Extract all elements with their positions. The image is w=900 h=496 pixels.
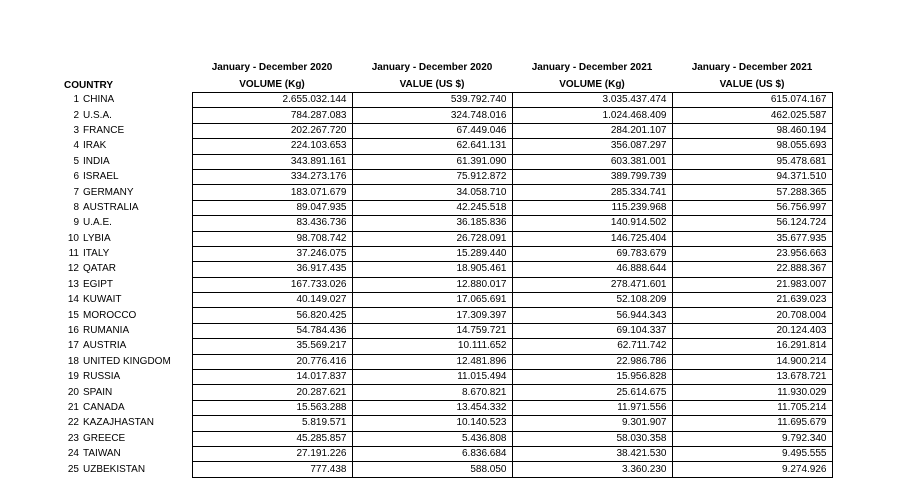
cell-volume-2020: 777.438 [192,462,352,477]
row-country: U.S.A. [83,109,112,121]
cell-value-2021: 35.677.935 [672,231,832,246]
table-row [60,154,832,169]
cell-volume-2020: 83.436.736 [192,216,352,231]
cell-value-2021: 462.025.587 [672,108,832,123]
row-country: GREECE [83,432,126,444]
cell-volume-2021: 15.956.828 [512,370,672,385]
cell-value-2021: 11.705.214 [672,400,832,415]
cell-volume-2020: 36.917.435 [192,262,352,277]
row-country: SPAIN [83,386,113,398]
header-period-col4: January - December 2021 [691,62,813,73]
cell-volume-2020: 14.017.837 [192,370,352,385]
cell-volume-2020: 98.708.742 [192,231,352,246]
row-rank: 11 [68,248,79,260]
cell-volume-2020: 40.149.027 [192,293,352,308]
cell-value-2021: 16.291.814 [672,339,832,354]
row-rank: 5 [73,155,79,167]
cell-volume-2021: 52.108.209 [512,293,672,308]
cell-volume-2021: 58.030.358 [512,431,672,446]
cell-value-2021: 56.124.724 [672,216,832,231]
row-rank: 19 [67,371,79,383]
row-country: UNITED KINGDOM [83,355,171,367]
header-country: COUNTRY [64,79,114,91]
header-period-col2: January - December 2020 [371,62,493,73]
cell-value-2020: 588.050 [352,462,512,477]
cell-volume-2021: 9.301.907 [512,416,672,431]
row-rank: 1 [73,94,79,106]
row-rank: 15 [67,309,79,321]
cell-volume-2020: 224.103.653 [192,139,352,154]
cell-volume-2020: 54.784.436 [192,323,352,338]
row-rank: 3 [73,124,79,136]
table-row [60,354,832,369]
cell-value-2020: 12.481.896 [352,354,512,369]
table-row [60,400,832,415]
cell-volume-2020: 784.287.083 [192,108,352,123]
table-row [60,246,832,261]
cell-volume-2021: 356.087.297 [512,139,672,154]
cell-volume-2020: 56.820.425 [192,308,352,323]
header-spacer [60,58,82,73]
cell-value-2021: 9.495.555 [672,446,832,461]
cell-volume-2021: 56.944.343 [512,308,672,323]
cell-volume-2021: 278.471.601 [512,277,672,292]
cell-volume-2021: 62.711.742 [512,339,672,354]
cell-value-2020: 14.759.721 [352,323,512,338]
cell-volume-2021: 69.783.679 [512,246,672,261]
header-measure-col3: VOLUME (Kg) [559,79,625,90]
table-row [60,169,832,184]
row-rank: 17 [67,340,79,352]
row-country: U.A.E. [83,217,112,229]
table-row [60,200,832,215]
row-country: QATAR [83,263,116,275]
row-country: LYBIA [83,232,111,244]
table-row [60,108,832,123]
table-body [60,93,832,478]
cell-volume-2021: 146.725.404 [512,231,672,246]
cell-value-2021: 23.956.663 [672,246,832,261]
row-country: EGIPT [83,278,114,290]
table-row [60,231,832,246]
table-row [60,416,832,431]
cell-volume-2020: 334.273.176 [192,169,352,184]
row-country: AUSTRALIA [83,201,139,213]
cell-value-2020: 36.185.836 [352,216,512,231]
header-measure-col4: VALUE (US $) [719,79,785,90]
row-country: KUWAIT [83,294,122,306]
table-row [60,123,832,138]
cell-value-2021: 20.124.403 [672,323,832,338]
cell-volume-2020: 5.819.571 [192,416,352,431]
cell-volume-2021: 3.035.437.474 [512,93,672,108]
row-rank: 13 [67,278,79,290]
cell-value-2021: 615.074.167 [672,93,832,108]
cell-volume-2020: 20.287.621 [192,385,352,400]
cell-value-2020: 12.880.017 [352,277,512,292]
table-row [60,385,832,400]
cell-value-2020: 17.065.691 [352,293,512,308]
cell-value-2020: 324.748.016 [352,108,512,123]
cell-volume-2021: 22.986.786 [512,354,672,369]
cell-volume-2021: 284.201.107 [512,123,672,138]
row-country: IRAK [83,140,107,152]
row-country: RUSSIA [83,371,121,383]
cell-volume-2021: 46.888.644 [512,262,672,277]
cell-volume-2020: 167.733.026 [192,277,352,292]
cell-value-2021: 13.678.721 [672,370,832,385]
cell-value-2020: 26.728.091 [352,231,512,246]
cell-volume-2020: 37.246.075 [192,246,352,261]
cell-value-2021: 94.371.510 [672,169,832,184]
cell-value-2020: 15.289.440 [352,246,512,261]
cell-value-2021: 95.478.681 [672,154,832,169]
table-row [60,446,832,461]
cell-volume-2021: 11.971.556 [512,400,672,415]
row-country: ISRAEL [83,171,119,183]
cell-volume-2021: 140.914.502 [512,216,672,231]
header-measure-col2: VALUE (US $) [399,79,465,90]
cell-volume-2020: 15.563.288 [192,400,352,415]
cell-value-2020: 539.792.740 [352,93,512,108]
row-rank: 20 [67,386,79,398]
table-row [60,262,832,277]
row-country: INDIA [83,155,110,167]
cell-value-2021: 11.930.029 [672,385,832,400]
row-country: CHINA [83,94,115,106]
row-country: KAZAJHASTAN [83,417,154,429]
cell-volume-2021: 115.239.968 [512,200,672,215]
row-rank: 25 [67,463,79,475]
table-row [60,293,832,308]
cell-value-2020: 18.905.461 [352,262,512,277]
row-rank: 24 [67,448,79,460]
cell-volume-2021: 1.024.468.409 [512,108,672,123]
row-country: UZBEKISTAN [83,463,146,475]
header-measure-col1: VOLUME (Kg) [239,79,305,90]
cell-volume-2020: 35.569.217 [192,339,352,354]
cell-value-2020: 10.111.652 [352,339,512,354]
cell-volume-2021: 603.381.001 [512,154,672,169]
row-country: TAIWAN [83,448,121,460]
cell-volume-2020: 202.267.720 [192,123,352,138]
table-row [60,339,832,354]
cell-volume-2020: 45.285.857 [192,431,352,446]
row-rank: 21 [67,402,79,413]
row-country: AUSTRIA [83,340,127,352]
cell-volume-2021: 69.104.337 [512,323,672,338]
cell-value-2020: 67.449.046 [352,123,512,138]
cell-value-2020: 42.245.518 [352,200,512,215]
cell-volume-2020: 20.776.416 [192,354,352,369]
row-rank: 22 [67,417,79,429]
cell-value-2021: 57.288.365 [672,185,832,200]
row-rank: 23 [67,432,79,444]
cell-volume-2021: 25.614.675 [512,385,672,400]
row-country: RUMANIA [83,325,130,337]
cell-volume-2021: 3.360.230 [512,462,672,477]
table-row [60,185,832,200]
cell-value-2021: 11.695.679 [672,416,832,431]
cell-value-2021: 22.888.367 [672,262,832,277]
table-row [60,370,832,385]
cell-value-2020: 61.391.090 [352,154,512,169]
table-row [60,308,832,323]
cell-value-2020: 75.912.872 [352,169,512,184]
cell-value-2020: 6.836.684 [352,446,512,461]
cell-value-2020: 34.058.710 [352,185,512,200]
cell-value-2021: 20.708.004 [672,308,832,323]
row-rank: 16 [67,325,79,337]
cell-value-2021: 56.756.997 [672,200,832,215]
cell-value-2020: 13.454.332 [352,400,512,415]
row-rank: 7 [73,186,79,198]
row-country: GERMANY [83,186,134,198]
table-row [60,462,832,477]
cell-volume-2020: 27.191.226 [192,446,352,461]
cell-value-2021: 98.055.693 [672,139,832,154]
cell-volume-2021: 38.421.530 [512,446,672,461]
cell-volume-2020: 343.891.161 [192,154,352,169]
cell-volume-2020: 2.655.032.144 [192,93,352,108]
header-spacer [82,58,192,73]
table-row [60,431,832,446]
header-period-col3: January - December 2021 [531,62,653,73]
export-table-sheet [60,58,833,478]
header-period-col1: January - December 2020 [211,62,333,73]
cell-value-2020: 5.436.808 [352,431,512,446]
row-rank: 9 [73,217,79,229]
cell-volume-2020: 89.047.935 [192,200,352,215]
row-rank: 6 [73,171,79,183]
row-rank: 8 [73,201,79,213]
row-country: FRANCE [83,124,125,136]
cell-volume-2020: 183.071.679 [192,185,352,200]
cell-value-2021: 9.274.926 [672,462,832,477]
cell-value-2021: 14.900.214 [672,354,832,369]
country-export-table [60,58,833,478]
cell-value-2020: 17.309.397 [352,308,512,323]
cell-value-2020: 10.140.523 [352,416,512,431]
table-row [60,216,832,231]
cell-value-2020: 8.670.821 [352,385,512,400]
cell-value-2020: 62.641.131 [352,139,512,154]
cell-value-2021: 21.983.007 [672,277,832,292]
row-country: ITALY [83,248,110,260]
table-row [60,93,832,108]
row-rank: 14 [67,294,79,306]
row-rank: 4 [73,140,79,152]
cell-value-2021: 9.792.340 [672,431,832,446]
row-country: MOROCCO [83,309,137,321]
table-row [60,323,832,338]
row-rank: 18 [67,355,79,367]
row-rank: 12 [67,263,79,275]
cell-value-2021: 98.460.194 [672,123,832,138]
table-header [60,58,832,93]
row-rank: 2 [73,109,79,121]
cell-value-2020: 11.015.494 [352,370,512,385]
cell-value-2021: 21.639.023 [672,293,832,308]
cell-volume-2021: 285.334.741 [512,185,672,200]
row-country: CANADA [83,402,125,413]
table-row [60,139,832,154]
cell-volume-2021: 389.799.739 [512,169,672,184]
table-row [60,277,832,292]
row-rank: 10 [67,232,79,244]
